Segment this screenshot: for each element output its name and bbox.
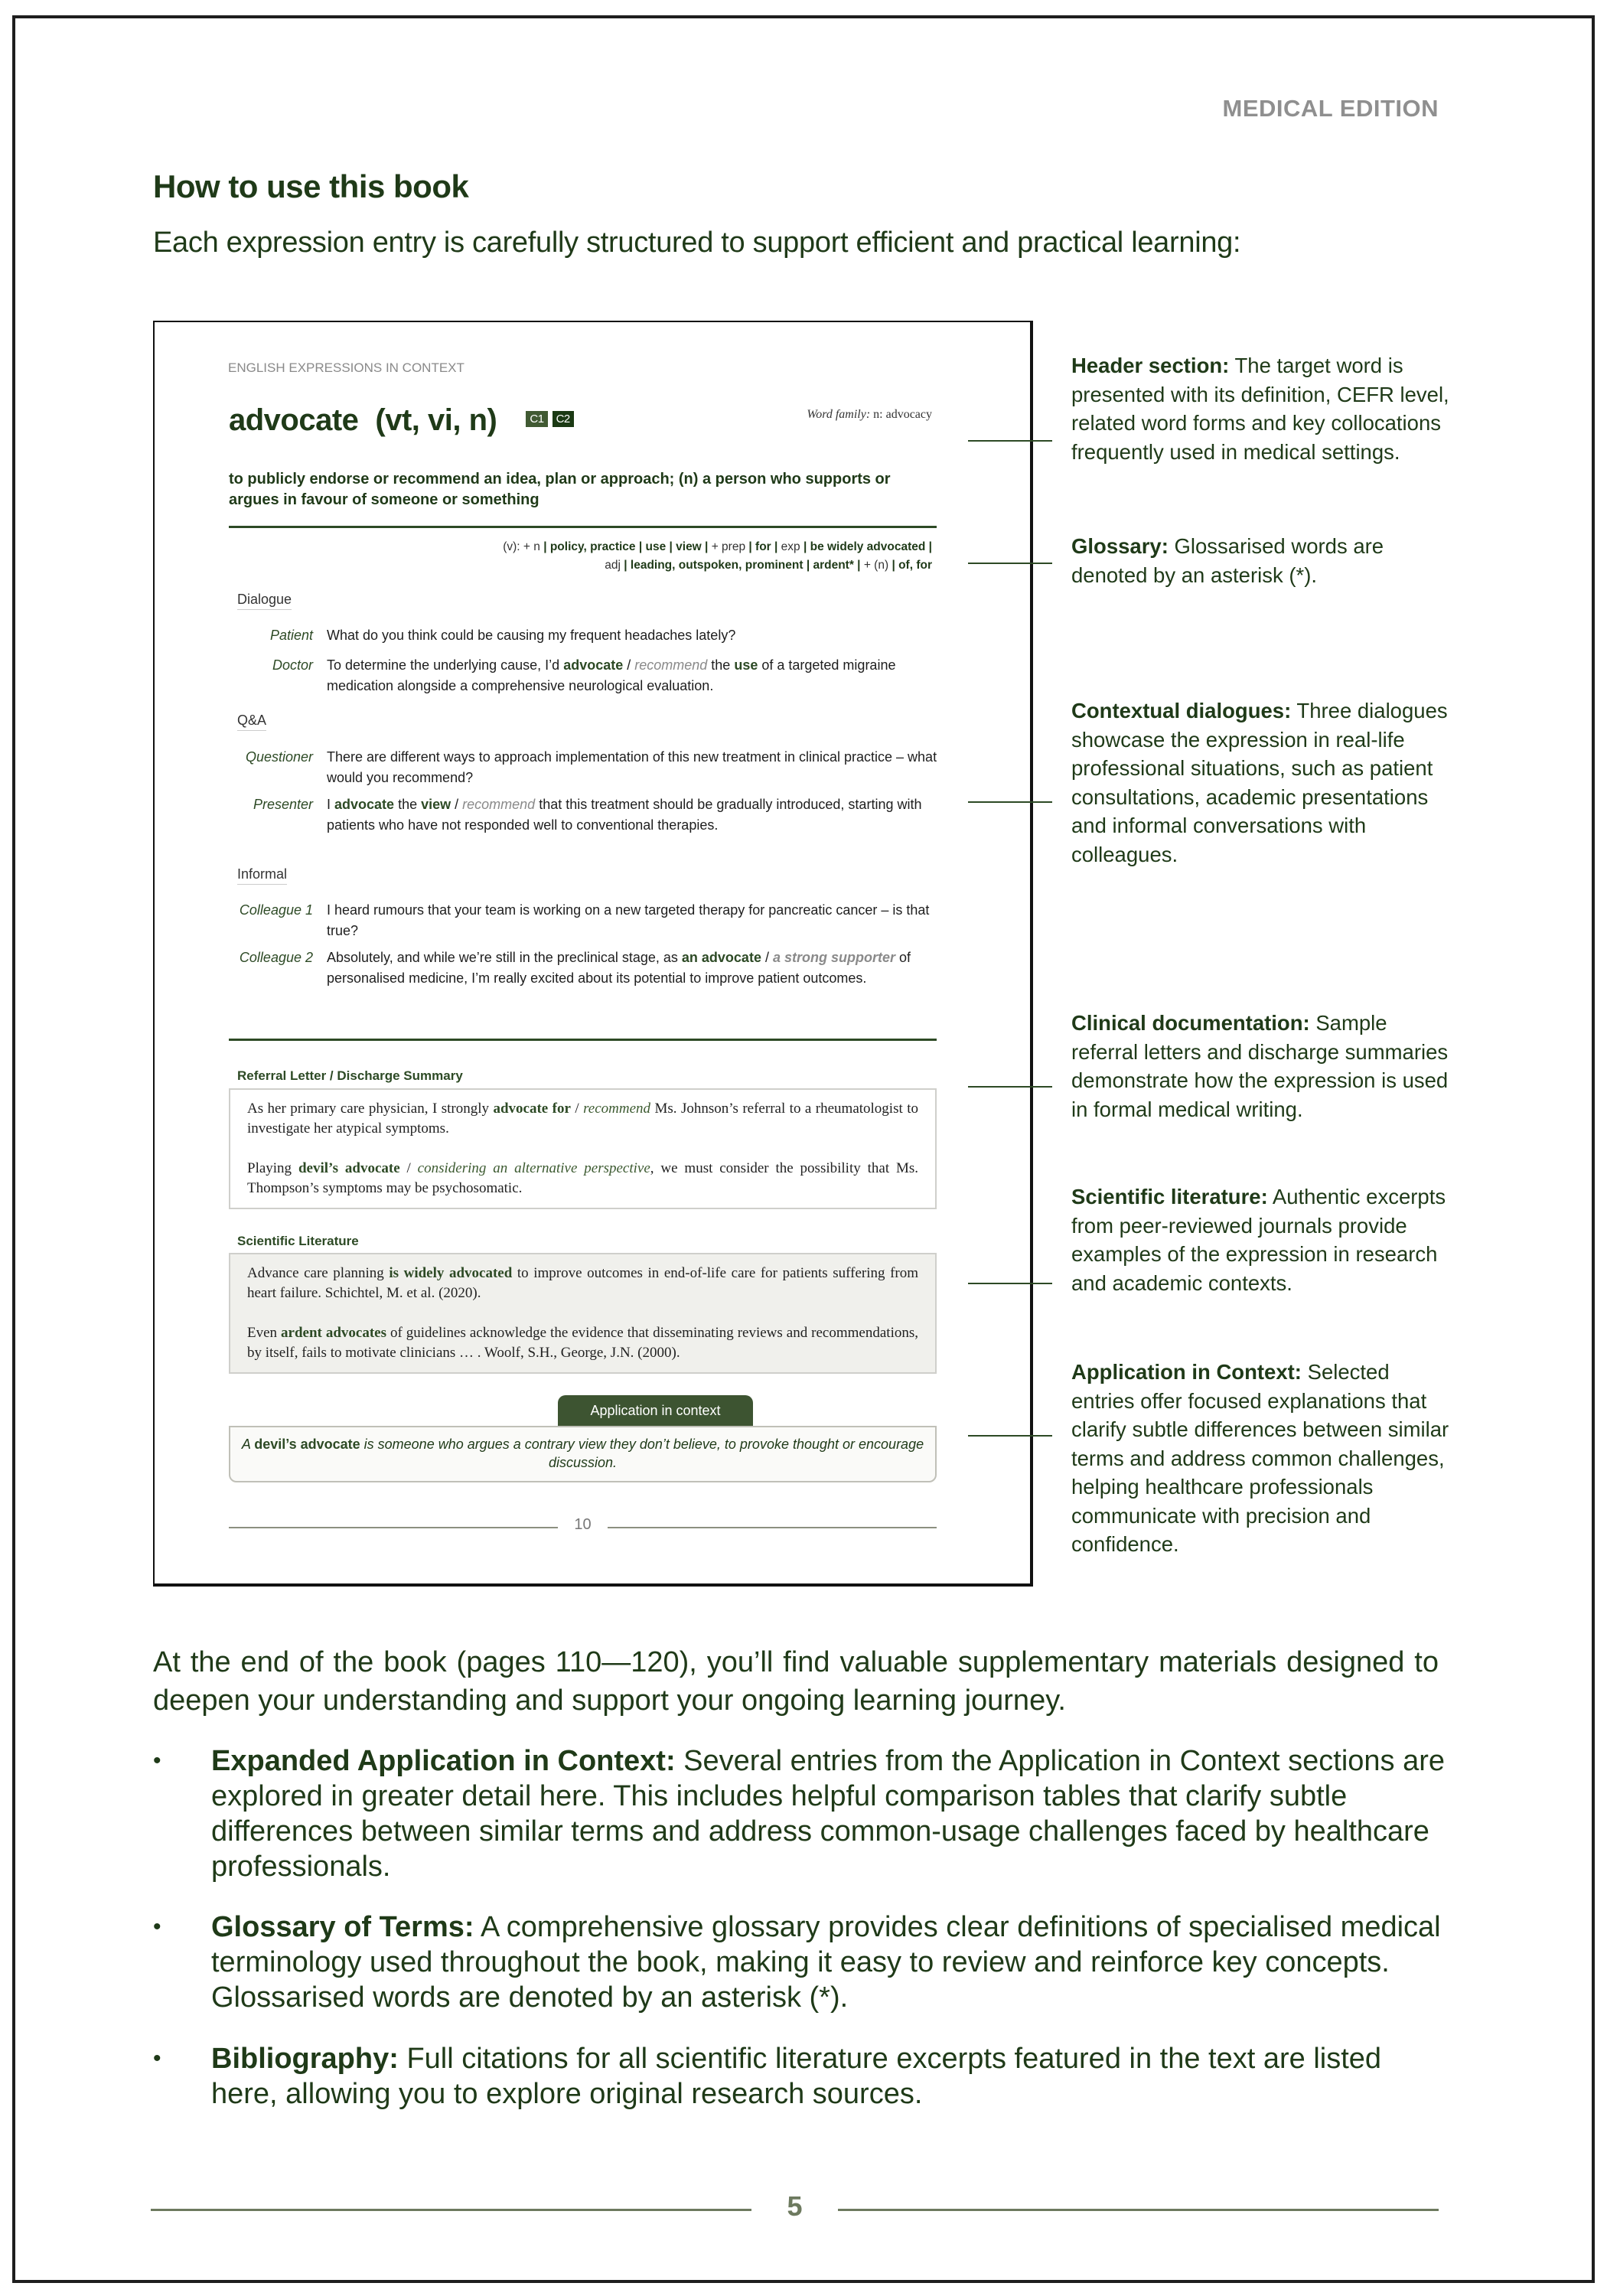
target-expression: use	[734, 657, 758, 673]
text-segment: that this treatment should be gradually introduced, starting with patients who have not responded well to conventional therapies.	[327, 797, 922, 833]
text-segment: of personalised medicine, I’m really excited about its potential to improve patient outcomes.	[327, 950, 911, 986]
callout-line-header	[968, 440, 1052, 442]
callout-line-dialogues	[968, 801, 1052, 803]
annotation-title: Application in Context:	[1071, 1360, 1302, 1384]
application-term: devil’s advocate	[254, 1437, 360, 1452]
speaker-label: Questioner	[245, 749, 313, 765]
informal-label: Informal	[237, 866, 287, 885]
collocation-values: | leading, outspoken, prominent | ardent* |	[624, 559, 861, 572]
bullet-body: Several entries from the Application in Context sections are explored in greater detail here. This includes helpful comparison tables that clarify subtle differences between similar terms and address common-usage challenges faced by healthcare professionals.	[211, 1745, 1446, 1883]
word-family	[807, 408, 932, 422]
literature-box	[229, 1253, 937, 1374]
text-segment: /	[761, 950, 773, 965]
sample-entry-page	[153, 321, 1033, 1587]
alternative-expression: a strong supporter	[772, 950, 895, 965]
text-segment: to improve outcomes in end-of-life care for patients suffering from heart failure. Schichtel, M. et al. (2020).	[247, 1265, 919, 1301]
text-segment: , we must consider the possibility that Ms. Thompson’s symptoms may be psychosomatic.	[247, 1160, 918, 1196]
speaker-label: Presenter	[253, 797, 313, 812]
dialogue-row	[229, 655, 940, 696]
target-expression: an advocate	[681, 950, 761, 965]
application-prefix: A	[241, 1437, 255, 1452]
word-family-label: Word family:	[807, 408, 871, 421]
qa-label: Q&A	[237, 713, 266, 731]
annotation-text: Selected entries offer focused explanations that clarify subtle differences between similar terms and address common challenges, helping healthcare professionals communicate with precision and confidence.	[1071, 1360, 1449, 1556]
dialogue-line	[327, 947, 940, 989]
page-number: 5	[787, 2190, 803, 2222]
cefr-badge-c2: C2	[553, 411, 574, 427]
speaker-label: Patient	[269, 628, 313, 643]
target-expression: advocate for	[493, 1101, 571, 1117]
text-segment: As her primary care physician, I strongly	[247, 1101, 494, 1117]
application-text: is someone who argues a contrary view they don’t believe, to provoke thought or encourage discussion.	[360, 1437, 924, 1470]
supplementary-intro: At the end of the book (pages 110—120), you’ll find valuable supplementary materials designed to deepen your understanding and support your ongoing learning journey.	[153, 1646, 1439, 1717]
annotation-title: Header section:	[1071, 354, 1230, 377]
annotation-title: Clinical documentation:	[1071, 1011, 1310, 1035]
text-segment: Ms. Johnson’s referral to a rheumatologist to investigate her atypical symptoms.	[247, 1101, 918, 1137]
target-expression: view	[421, 797, 451, 812]
target-expression: advocate	[563, 657, 624, 673]
collocation-values: | for |	[748, 540, 778, 553]
collocation-values: | of, for	[892, 559, 932, 572]
bullet-title: Bibliography:	[211, 2043, 399, 2075]
annotation-text: Three dialogues showcase the expression in real-life professional situations, such as patient consultations, academic presentations and informal conversations with colleagues.	[1071, 699, 1448, 866]
dialogue-label: Dialogue	[237, 592, 292, 610]
dialogue-row	[229, 947, 940, 989]
text-segment: the	[707, 657, 735, 673]
bullet-title: Glossary of Terms:	[211, 1911, 474, 1943]
target-expression: advocate	[334, 797, 395, 812]
annotation-header	[1071, 351, 1454, 466]
callout-line-documentation	[968, 1086, 1052, 1088]
sample-page-number: 10	[574, 1516, 592, 1533]
collocation-pattern: (v): + n	[503, 540, 544, 553]
sample-page-footer	[229, 1516, 937, 1539]
text-segment: Even	[247, 1325, 282, 1341]
bullet-icon: •	[153, 2046, 161, 2071]
alternative-expression: considering an alternative perspective	[417, 1160, 650, 1176]
bullet-text	[211, 1743, 1454, 1884]
literature-paragraph	[247, 1323, 918, 1363]
headword-line	[229, 403, 574, 438]
referral-label: Referral Letter / Discharge Summary	[237, 1068, 463, 1083]
running-head: ENGLISH EXPRESSIONS IN CONTEXT	[228, 360, 464, 375]
annotation-text: Sample referral letters and discharge summaries demonstrate how the expression is used in formal medical writing.	[1071, 1011, 1449, 1121]
page-footer	[151, 2190, 1439, 2229]
bullet-title: Expanded Application in Context:	[211, 1745, 676, 1777]
annotation-title: Scientific literature:	[1071, 1185, 1268, 1208]
dialogue-line	[327, 794, 940, 836]
text-segment: /	[623, 657, 635, 673]
target-expression: ardent advocates	[281, 1325, 386, 1341]
text-segment: the	[394, 797, 422, 812]
bullet-icon: •	[153, 1748, 161, 1773]
collocation-values: | policy, practice | use | view |	[543, 540, 709, 553]
edition-label: MEDICAL EDITION	[1222, 95, 1439, 122]
dialogue-row	[229, 747, 940, 788]
text-segment: of a targeted migraine medication alongside a comprehensive neurological evaluation.	[327, 657, 896, 693]
collocation-pattern: + prep	[708, 540, 749, 553]
collocations-line-2	[503, 556, 932, 575]
dialogue-row	[229, 900, 940, 941]
collocations-line-1	[503, 538, 932, 556]
dialogue-row	[229, 794, 940, 836]
dialogue-divider	[229, 1039, 937, 1041]
referral-paragraph	[247, 1159, 918, 1199]
annotation-literature	[1071, 1182, 1454, 1297]
annotation-documentation	[1071, 1009, 1454, 1124]
alternative-expression: recommend	[634, 657, 708, 673]
callout-line-application	[968, 1435, 1052, 1437]
text-segment: /	[570, 1101, 584, 1117]
annotation-text: Authentic excerpts from peer-reviewed journals provide examples of the expression in research and academic contexts.	[1071, 1185, 1446, 1295]
bullet-text	[211, 1910, 1454, 2015]
annotation-title: Glossary:	[1071, 534, 1169, 558]
text-segment: There are different ways to approach implementation of this new treatment in clinical practice – what would you recommend?	[327, 749, 937, 785]
footer-rule-right	[608, 1527, 937, 1528]
annotation-title: Contextual dialogues:	[1071, 699, 1292, 722]
cefr-badge-c1: C1	[526, 411, 547, 427]
text-segment: What do you think could be causing my frequent headaches lately?	[327, 628, 736, 643]
collocation-values: | be widely advocated |	[803, 540, 932, 553]
collocation-pattern: adj	[605, 559, 624, 572]
text-segment: Playing	[247, 1160, 298, 1176]
text-segment: I	[327, 797, 335, 812]
text-segment: of guidelines acknowledge the evidence that disseminating reviews and recommendations, by itself, fails to motivate clinicians … . Woolf, S.H., George, J.N. (2000).	[247, 1325, 918, 1361]
literature-label: Scientific Literature	[237, 1234, 359, 1248]
collocation-pattern: + (n)	[860, 559, 892, 572]
part-of-speech: (vt, vi, n)	[375, 403, 497, 437]
referral-box	[229, 1088, 937, 1209]
annotation-dialogues	[1071, 696, 1454, 869]
application-box	[229, 1426, 937, 1482]
target-expression: is widely advocated	[389, 1265, 513, 1281]
dialogue-line	[327, 747, 940, 788]
dialogue-line	[327, 900, 940, 941]
bullet-text	[211, 2041, 1454, 2112]
application-tab: Application in context	[558, 1395, 753, 1426]
page-title: How to use this book	[153, 168, 469, 204]
header-divider	[229, 526, 937, 528]
speaker-label: Colleague 1	[239, 902, 313, 918]
headword: advocate	[229, 403, 359, 437]
text-segment: Advance care planning	[247, 1265, 390, 1281]
speaker-label: Doctor	[272, 657, 313, 673]
page-subtitle: Each expression entry is carefully structured to support efficient and practical learning:	[153, 227, 1241, 259]
bullet-bibliography	[153, 2041, 1454, 2112]
bullet-expanded-application	[153, 1743, 1454, 1884]
literature-paragraph	[247, 1264, 918, 1303]
bullet-icon: •	[153, 1914, 161, 1939]
speaker-label: Colleague 2	[239, 950, 313, 965]
annotation-application	[1071, 1358, 1454, 1559]
callout-line-literature	[968, 1283, 1052, 1284]
target-expression: devil’s advocate	[298, 1160, 400, 1176]
text-segment: I heard rumours that your team is working on a new targeted therapy for pancreatic cancer – is that true?	[327, 902, 930, 938]
dialogue-row	[229, 625, 940, 646]
alternative-expression: recommend	[583, 1101, 651, 1117]
collocation-pattern: exp	[777, 540, 804, 553]
text-segment: /	[399, 1160, 418, 1176]
word-family-value: n: advocacy	[870, 408, 932, 421]
definition: to publicly endorse or recommend an idea, plan or approach; (n) a person who supports or argues in favour of someone or something	[229, 471, 891, 508]
collocations	[503, 538, 932, 575]
dialogue-line	[327, 655, 940, 696]
alternative-expression: recommend	[462, 797, 536, 812]
annotation-text: Glossarised words are denoted by an asterisk (*).	[1071, 534, 1384, 587]
page-footer-rule-right	[838, 2209, 1439, 2211]
text-segment: Absolutely, and while we’re still in the preclinical stage, as	[327, 950, 682, 965]
text-segment: /	[451, 797, 463, 812]
bullet-body: A comprehensive glossary provides clear definitions of specialised medical terminology used throughout the book, making it easy to review and reinforce key concepts. Glossarised words are denoted by an asterisk (*).	[211, 1911, 1441, 2014]
annotation-text: The target word is presented with its definition, CEFR level, related word forms and key collocations frequently used in medical settings.	[1071, 354, 1449, 464]
annotation-glossary	[1071, 532, 1454, 589]
bullet-glossary	[153, 1910, 1454, 2015]
bullet-body: Full citations for all scientific literature excerpts featured in the text are listed here, allowing you to explore original research sources.	[211, 2043, 1382, 2110]
referral-paragraph	[247, 1099, 918, 1139]
text-segment: To determine the underlying cause, I’d	[327, 657, 564, 673]
callout-line-glossary	[968, 563, 1052, 564]
dialogue-line	[327, 625, 940, 646]
